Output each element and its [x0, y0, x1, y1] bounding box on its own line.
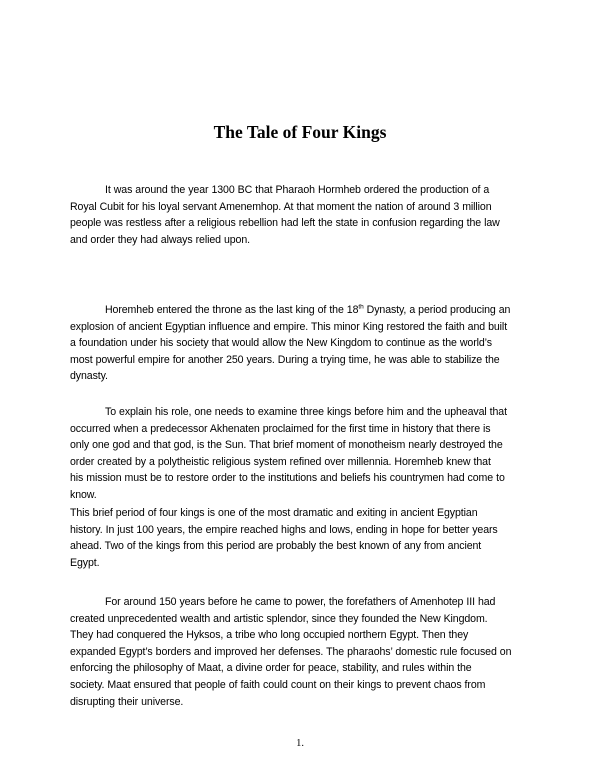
- paragraph-line: history. In just 100 years, the empire reached highs and lows, ending in hope for better years: [70, 523, 498, 536]
- paragraph-line: and order they had always relied upon.: [70, 233, 250, 246]
- paragraph-line: For around 150 years before he came to power, the forefathers of Amenhotep III had: [105, 596, 496, 608]
- paragraph-line: [70, 302, 536, 319]
- paragraph-line: order created by a polytheistic religious system refined over millennia. Horemheb knew that: [70, 455, 491, 468]
- paragraph-line: most powerful empire for another 250 years. During a trying time, he was able to stabilize the: [70, 353, 500, 366]
- paragraph-line: To explain his role, one needs to examine three kings before him and the upheaval that: [105, 406, 507, 418]
- paragraph-line: They had conquered the Hyksos, a tribe who long occupied northern Egypt. Then they: [70, 629, 469, 642]
- paragraph-3: [70, 404, 536, 504]
- paragraph-line: created unprecedented wealth and artistic splendor, since they founded the New Kingdom.: [70, 612, 488, 625]
- paragraph-line: know.: [70, 488, 97, 501]
- paragraph-line: society. Maat ensured that people of faith could count on their kings to prevent chaos from: [70, 678, 486, 691]
- paragraph-4: [70, 505, 536, 571]
- paragraph-text: Horemheb entered the throne as the last king of the 18: [105, 304, 359, 316]
- paragraph-line: people was restless after a religious rebellion had left the state in confusion regarding the law: [70, 217, 500, 230]
- paragraph-line: enforcing the philosophy of Maat, a divine order for peace, stability, and rules within the: [70, 662, 472, 675]
- paragraph-line: dynasty.: [70, 370, 108, 383]
- document-title: The Tale of Four Kings: [213, 122, 387, 142]
- paragraph-2: [70, 302, 536, 385]
- paragraph-line: expanded Egypt’s borders and improved her defenses. The pharaohs’ domestic rule focused on: [70, 645, 512, 658]
- paragraph-line: his mission must be to restore order to the institutions and beliefs his countrymen had come to: [70, 472, 505, 485]
- paragraph-text: Dynasty, a period producing an: [363, 304, 511, 316]
- paragraph-line: only one god and that god, is the Sun. That brief moment of monotheism nearly destroyed the: [70, 439, 503, 452]
- superscript: th: [358, 303, 364, 311]
- paragraph-5: [70, 594, 536, 710]
- paragraph-line: ahead. Two of the kings from this period are probably the best known of any from ancient: [70, 540, 482, 553]
- paragraph-line: a foundation under his society that would allow the New Kingdom to continue as the world’s: [70, 337, 492, 350]
- paragraph-1: [70, 182, 536, 248]
- paragraph-line: Royal Cubit for his loyal servant Amenemhop. At that moment the nation of around 3 million: [70, 200, 492, 213]
- paragraph-line: This brief period of four kings is one of the most dramatic and exiting in ancient Egyptian: [70, 507, 478, 519]
- paragraph-line: occurred when a predecessor Akhenaten proclaimed for the first time in history that there is: [70, 422, 491, 435]
- page-number: 1.: [296, 738, 304, 749]
- paragraph-line: Egypt.: [70, 556, 100, 569]
- paragraph-line: It was around the year 1300 BC that Pharaoh Hormheb ordered the production of a: [105, 184, 490, 196]
- paragraph-line: explosion of ancient Egyptian influence and empire. This minor King restored the faith and built: [70, 320, 508, 333]
- paragraph-line: disrupting their universe.: [70, 695, 184, 708]
